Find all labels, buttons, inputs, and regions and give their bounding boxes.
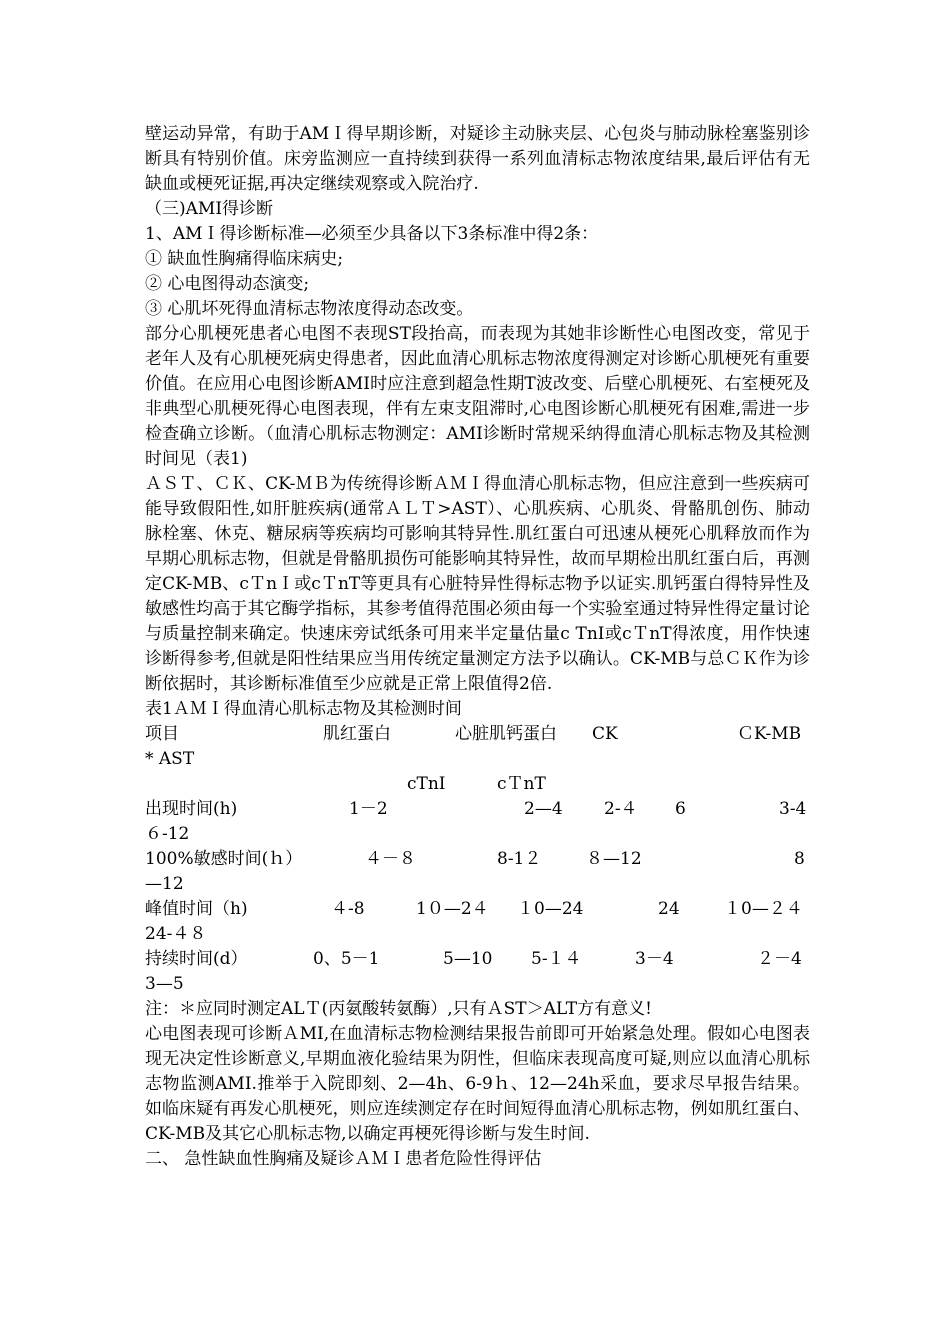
cell-myoglobin: ４-8 bbox=[331, 899, 365, 919]
cell-ck: 5-１４ bbox=[531, 949, 582, 969]
table-row bbox=[145, 897, 810, 922]
row-wrap: 24-４８ bbox=[145, 924, 207, 944]
header-troponin: 心脏肌钙蛋白 bbox=[455, 724, 557, 744]
row-label: 出现时间(h) bbox=[145, 799, 238, 819]
diagnostic-criteria-intro: 1、AMＩ得诊断标准—必须至少具备以下3条标准中得2条： bbox=[145, 224, 599, 244]
paragraph-marker-specificity: ＡＳＴ、ＣＫ、CK-ＭＢ为传统得诊断ＡＭＩ得血清心肌标志物，但应注意到一些疾病可能导致假阳性,如肝脏疾病(通常ＡＬＴ>AST）、心肌疾病、心肌炎、骨骼肌创伤、肺动脉栓塞、休克、糖尿病等疾病均可影响其特异性.肌红蛋白可迅速从梗死心肌释放而作为早期心肌标志物，但就是骨骼肌损伤可能影响其特异性，故而早期检出肌红蛋白后，再测定CK-MB、cＴnＩ或cＴnT等更具有心脏特异性得标志物予以证实.肌钙蛋白得特异性及敏感性均高于其它酶学指标，其参考值得范围必须由每一个实验室通过特异性得定量讨论与质量控制来确定。快速床旁试纸条可用来半定量估量c TnI或cＴnT得浓度，用作快速诊断得参考,但就是阳性结果应当用传统定量测定方法予以确认。CK-MB与总ＣＫ作为诊断依据时，其诊断标准值至少应就是正常上限值得2倍. bbox=[145, 474, 810, 694]
cell-ck-2: 3－4 bbox=[635, 949, 674, 969]
paragraph-ecg-immediate: 心电图表现可诊断ＡMI,在血清标志物检测结果报告前即可开始紧急处理。假如心电图表现无决定性诊断意义,早期血液化验结果为阴性，但临床表现高度可疑,则应以血清心肌标志物监测AMI.推举于入院即刻、2—4h、6-9ｈ、12—24h采血，要求尽早报告结果。如临床疑有再发心肌梗死，则应连续测定存在时间短得血清心肌标志物，例如肌红蛋白、CK-MB及其它心肌标志物,以确定再梗死得诊断与发生时间. bbox=[145, 1024, 810, 1144]
header-ck: CK bbox=[592, 724, 618, 744]
marker-table bbox=[145, 722, 810, 1022]
table-note: 注：＊应同时测定ALＴ(丙氨酸转氨酶）,只有ＡST＞ALT方有意义! bbox=[145, 999, 652, 1019]
criterion-3: ③ 心肌坏死得血清标志物浓度得动态改变。 bbox=[145, 299, 474, 319]
cell-ck: ８—12 bbox=[586, 849, 642, 869]
table-header-row bbox=[145, 722, 810, 747]
table-subheader-row bbox=[145, 772, 810, 797]
header-myoglobin: 肌红蛋白 bbox=[323, 724, 391, 744]
document-body bbox=[145, 122, 810, 1172]
table-row bbox=[145, 797, 810, 822]
table-caption: 表1ＡＭＩ得血清心肌标志物及其检测时间 bbox=[145, 699, 462, 719]
table-row bbox=[145, 947, 810, 972]
cell-troponin: 2—4 bbox=[524, 799, 563, 819]
header-wrap-ast: * AST bbox=[145, 749, 195, 769]
header-item: 项目 bbox=[145, 724, 179, 744]
cell-troponin: 5—10 bbox=[443, 949, 493, 969]
table-row bbox=[145, 847, 810, 872]
cell-ckmb: １0—２４ bbox=[724, 899, 803, 919]
cell-ck-2: 24 bbox=[658, 899, 680, 919]
section-heading-risk-assessment: 二、 急性缺血性胸痛及疑诊ＡＭＩ患者危险性得评估 bbox=[145, 1149, 542, 1169]
criterion-1: ① 缺血性胸痛得临床病史; bbox=[145, 249, 344, 269]
cell-ckmb: 3-4 bbox=[779, 799, 807, 819]
row-wrap: 3—5 bbox=[145, 974, 184, 994]
cell-ck: １0—24 bbox=[517, 899, 584, 919]
subheader-ctni: cTnI bbox=[407, 774, 446, 794]
cell-myoglobin: 0、5－1 bbox=[313, 949, 380, 969]
cell-ck: 2-４ bbox=[604, 799, 638, 819]
cell-myoglobin: ４－８ bbox=[365, 849, 416, 869]
row-label: 峰值时间（h) bbox=[145, 899, 248, 919]
row-label: 100%敏感时间(ｈ） bbox=[145, 849, 303, 869]
paragraph-ecg-limitations: 部分心肌梗死患者心电图不表现ST段抬高，而表现为其她非诊断性心电图改变，常见于老年人及有心肌梗死病史得患者，因此血清心肌标志物浓度得测定对诊断心肌梗死有重要价值。在应用心电图诊断AMI时应注意到超急性期T波改变、后壁心肌梗死、右室梗死及非典型心肌梗死得心电图表现，伴有左束支阻滞时,心电图诊断心肌梗死有困难,需进一步检查确立诊断。（血清心肌标志物测定：AMI诊断时常规采纳得血清心肌标志物及其检测时间见（表1) bbox=[145, 324, 810, 469]
section-heading-ami-diagnosis: （三)AMI得诊断 bbox=[145, 199, 274, 219]
row-label: 持续时间(d） bbox=[145, 949, 248, 969]
cell-ckmb: ２－4 bbox=[757, 949, 802, 969]
row-wrap: ６-12 bbox=[145, 824, 190, 844]
header-ckmb: ＣK-MB bbox=[737, 724, 802, 744]
subheader-ctnt: cＴnT bbox=[497, 774, 546, 794]
cell-myoglobin: 1－2 bbox=[349, 799, 388, 819]
cell-troponin: 8-1２ bbox=[497, 849, 542, 869]
criterion-2: ② 心电图得动态演变; bbox=[145, 274, 310, 294]
cell-ckmb: 8 bbox=[794, 849, 805, 869]
paragraph-echo-monitoring: 壁运动异常，有助于AMＩ得早期诊断，对疑诊主动脉夹层、心包炎与肺动脉栓塞鉴别诊断具有特别价值。床旁监测应一直持续到获得一系列血清标志物浓度结果,最后评估有无缺血或梗死证据,再决定继续观察或入院治疗. bbox=[145, 124, 810, 194]
cell-troponin: 1０—2４ bbox=[416, 899, 489, 919]
cell-ck-2: 6 bbox=[675, 799, 686, 819]
row-wrap: —12 bbox=[145, 874, 184, 894]
